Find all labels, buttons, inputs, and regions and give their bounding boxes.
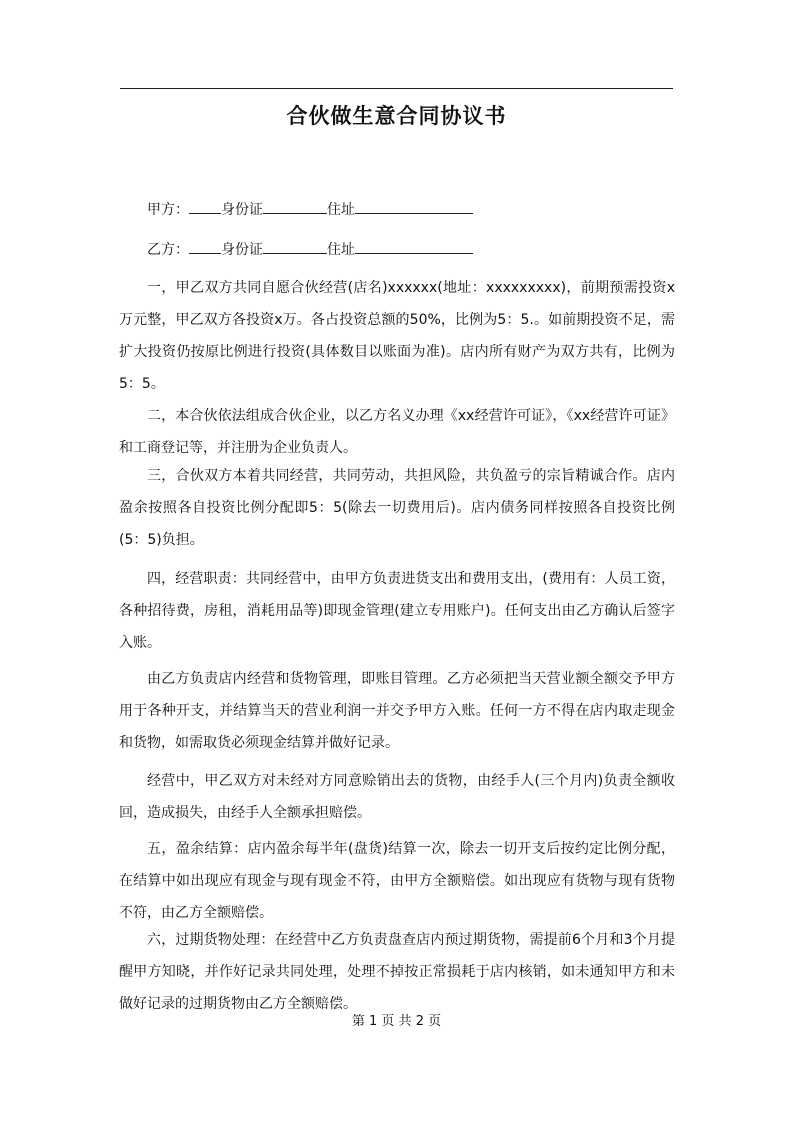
party-b-id-blank xyxy=(263,239,327,254)
party-b-label: 乙方： xyxy=(147,242,189,258)
document-title: 合伙做生意合同协议书 xyxy=(286,103,507,128)
clause-4-goods-management: 由乙方负责店内经营和货物管理，即账目管理。乙方必须把当天营业额全额交予甲方用于各种开支，并结算当天的营业利润一并交予甲方入账。任何一方不得在店内取走现金和货物，如需取货必须现金结算并做好记录。 xyxy=(119,671,675,751)
party-b-line xyxy=(147,239,473,260)
clause-2-registration: 二，本合伙依法组成合伙企业，以乙方名义办理《xx经营许可证》，《xx经营许可证》和工商登记等，并注册为企业负责人。 xyxy=(119,408,675,456)
clause-5-settlement: 五，盈余结算：店内盈余每半年(盘货)结算一次，除去一切开支后按约定比例分配，在结算中如出现应有现金与现有现金不符，由甲方全额赔偿。如出现应有货物与现有货物不符，由乙方全额赔偿。 xyxy=(119,841,675,921)
party-b-address-label: 住址 xyxy=(327,242,355,258)
party-a-address-label: 住址 xyxy=(327,202,355,218)
page-footer: 第 1 页 共 2 页 xyxy=(351,1014,442,1029)
clause-1-investment: 一，甲乙双方共同自愿合伙经营(店名)xxxxxx(地址：xxxxxxxxx)，前期预需投资x万元整，甲乙双方各投资x万。各占投资总额的50%，比例为5：5.。如前期投资不足，需扩大投资仍按原比例进行投资(具体数目以账面为准)。店内所有财产为双方共有，比例为5：5。 xyxy=(119,280,675,392)
clause-4-duties: 四，经营职责：共同经营中，由甲方负责进货支出和费用支出，(费用有：人员工资，各种招待费，房租，消耗用品等)即现金管理(建立专用账户)。任何支出由乙方确认后签字入账。 xyxy=(119,571,675,651)
party-b-name-blank xyxy=(189,239,221,254)
clause-4-credit-sales: 经营中，甲乙双方对未经对方同意赊销出去的货物，由经手人(三个月内)负责全额收回，造成损失，由经手人全额承担赔偿。 xyxy=(119,773,675,821)
party-a-label: 甲方： xyxy=(147,202,189,218)
party-a-id-label: 身份证 xyxy=(221,202,263,218)
clause-3-profit-sharing: 三，合伙双方本着共同经营，共同劳动，共担风险，共负盈亏的宗旨精诚合作。店内盈余按照各自投资比例分配即5：5(除去一切费用后)。店内债务同样按照各自投资比例(5：5)负担。 xyxy=(119,468,675,548)
party-b-address-blank xyxy=(355,239,473,254)
party-a-address-blank xyxy=(355,199,473,214)
party-a-line xyxy=(147,199,473,220)
header-rule xyxy=(120,88,673,89)
clause-6-expired-goods: 六，过期货物处理：在经营中乙方负责盘查店内预过期货物，需提前6个月和3个月提醒甲方知晓，并作好记录共同处理，处理不掉按正常损耗于店内核销，如未通知甲方和未做好记录的过期货物由乙方全额赔偿。 xyxy=(119,932,675,1012)
party-a-name-blank xyxy=(189,199,221,214)
party-a-id-blank xyxy=(263,199,327,214)
party-b-id-label: 身份证 xyxy=(221,242,263,258)
